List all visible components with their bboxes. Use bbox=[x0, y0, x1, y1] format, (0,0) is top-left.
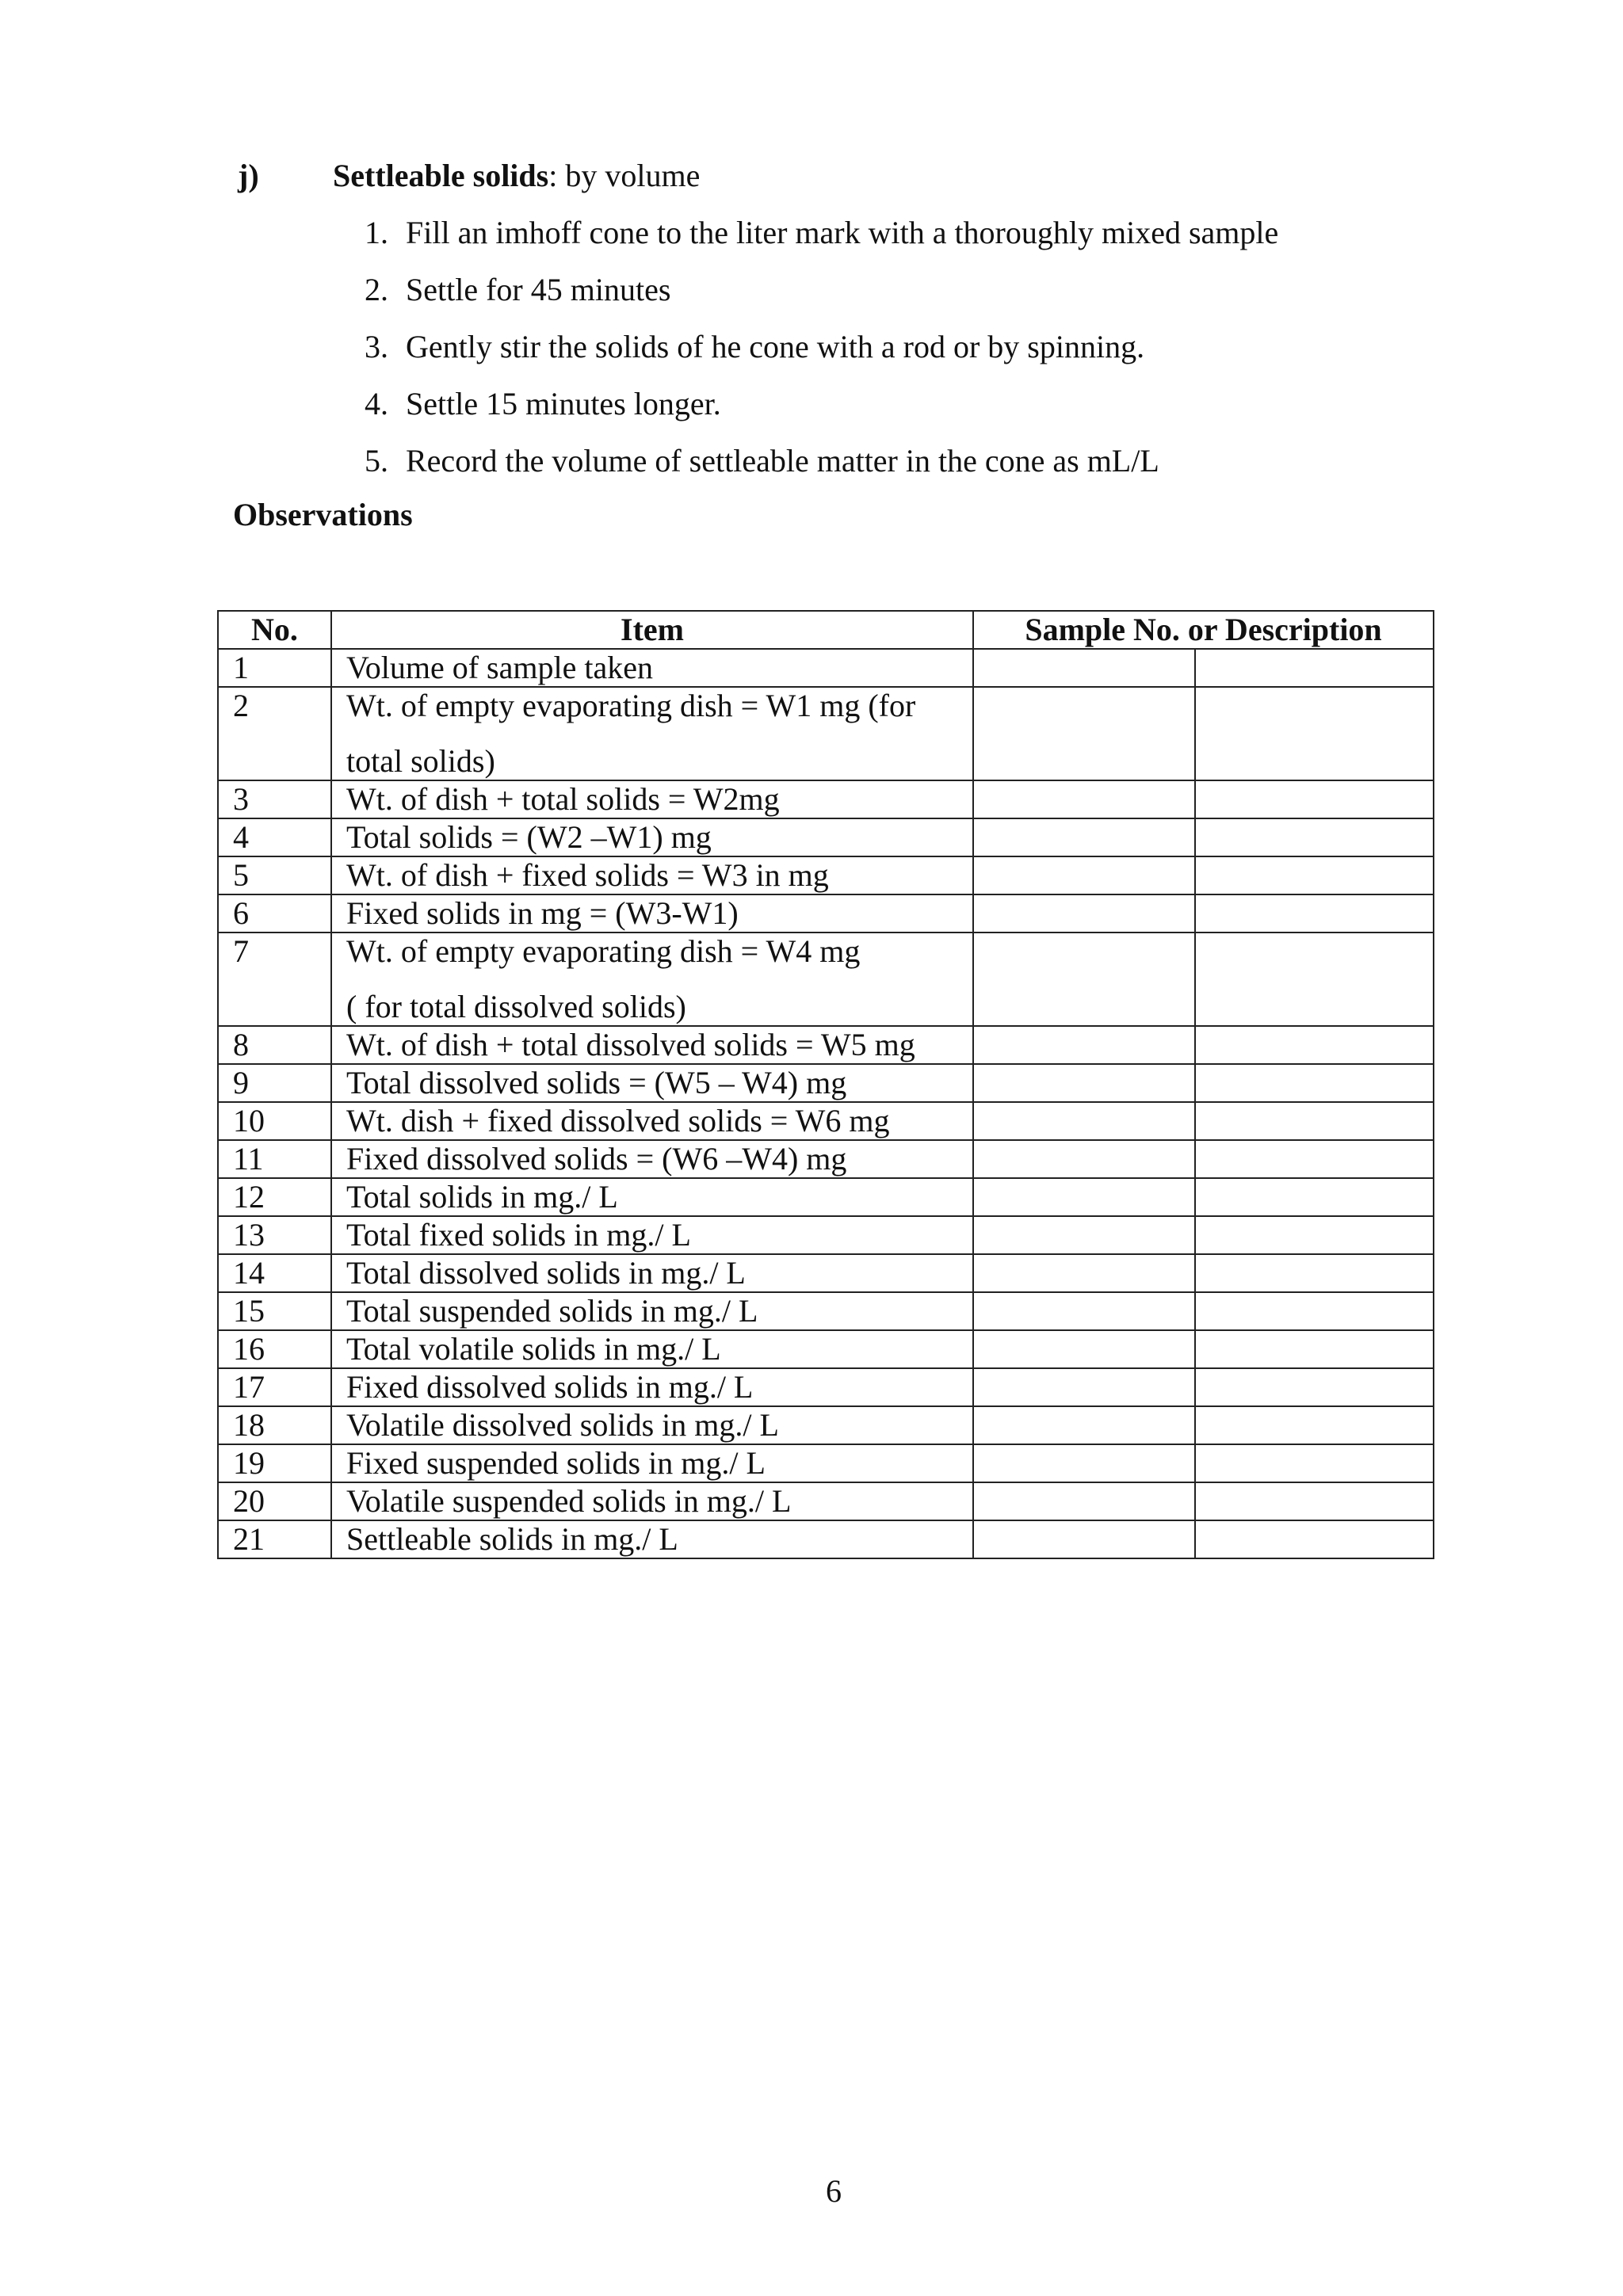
sample-cell[interactable] bbox=[973, 1216, 1195, 1254]
row-item-line: Wt. of dish + fixed solids = W3 in mg bbox=[346, 857, 829, 893]
row-number: 15 bbox=[218, 1292, 331, 1330]
header-no: No. bbox=[218, 611, 331, 649]
table-body bbox=[218, 649, 1434, 1558]
row-item bbox=[331, 1140, 973, 1178]
row-number: 5 bbox=[218, 856, 331, 894]
section-subtitle: : by volume bbox=[548, 158, 701, 193]
row-item-line: ( for total dissolved solids) bbox=[346, 989, 686, 1024]
row-number: 13 bbox=[218, 1216, 331, 1254]
sample-cell[interactable] bbox=[1195, 1254, 1434, 1292]
observations-heading: Observations bbox=[233, 497, 413, 532]
row-number: 21 bbox=[218, 1520, 331, 1558]
table-header-row bbox=[218, 611, 1434, 649]
table-row bbox=[218, 1102, 1434, 1140]
sample-cell[interactable] bbox=[973, 780, 1195, 818]
table-row bbox=[218, 649, 1434, 687]
row-item bbox=[331, 1178, 973, 1216]
sample-cell[interactable] bbox=[973, 856, 1195, 894]
step-number: 2. bbox=[365, 272, 388, 307]
sample-cell[interactable] bbox=[1195, 1330, 1434, 1368]
sample-cell[interactable] bbox=[973, 1292, 1195, 1330]
section-heading bbox=[238, 155, 700, 196]
sample-cell[interactable] bbox=[973, 1368, 1195, 1406]
sample-cell[interactable] bbox=[973, 1140, 1195, 1178]
row-item-line: Total fixed solids in mg./ L bbox=[346, 1217, 691, 1253]
row-item bbox=[331, 856, 973, 894]
section-title: Settleable solids bbox=[333, 158, 549, 193]
sample-cell[interactable] bbox=[973, 649, 1195, 687]
sample-cell[interactable] bbox=[973, 933, 1195, 1026]
sample-cell[interactable] bbox=[973, 1330, 1195, 1368]
row-number: 8 bbox=[218, 1026, 331, 1064]
table-row bbox=[218, 1368, 1434, 1406]
procedure-step bbox=[333, 269, 1278, 326]
table-row bbox=[218, 1444, 1434, 1482]
sample-cell[interactable] bbox=[973, 1254, 1195, 1292]
observations-table bbox=[217, 610, 1434, 1559]
row-number: 3 bbox=[218, 780, 331, 818]
sample-cell[interactable] bbox=[973, 894, 1195, 933]
table-row bbox=[218, 1178, 1434, 1216]
sample-cell[interactable] bbox=[1195, 1216, 1434, 1254]
table-row bbox=[218, 856, 1434, 894]
row-item-line: Settleable solids in mg./ L bbox=[346, 1521, 678, 1557]
sample-cell[interactable] bbox=[973, 818, 1195, 856]
row-item-line: Volatile dissolved solids in mg./ L bbox=[346, 1407, 779, 1443]
row-item-line: Fixed suspended solids in mg./ L bbox=[346, 1445, 766, 1481]
sample-cell[interactable] bbox=[973, 1026, 1195, 1064]
row-item-line: Wt. dish + fixed dissolved solids = W6 mg bbox=[346, 1103, 890, 1138]
row-item-line: Total solids = (W2 –W1) mg bbox=[346, 819, 712, 855]
sample-cell[interactable] bbox=[973, 1444, 1195, 1482]
row-number: 9 bbox=[218, 1064, 331, 1102]
row-number: 17 bbox=[218, 1368, 331, 1406]
row-number: 6 bbox=[218, 894, 331, 933]
step-text: Gently stir the solids of he cone with a rod or by spinning. bbox=[406, 329, 1145, 364]
sample-cell[interactable] bbox=[1195, 818, 1434, 856]
row-item bbox=[331, 780, 973, 818]
step-text: Settle for 45 minutes bbox=[406, 272, 671, 307]
sample-cell[interactable] bbox=[1195, 894, 1434, 933]
table-row bbox=[218, 1140, 1434, 1178]
sample-cell[interactable] bbox=[1195, 1292, 1434, 1330]
sample-cell[interactable] bbox=[973, 687, 1195, 780]
row-item bbox=[331, 687, 973, 780]
procedure-steps bbox=[333, 212, 1278, 498]
table-row bbox=[218, 780, 1434, 818]
row-item-line: Volume of sample taken bbox=[346, 650, 653, 685]
row-number: 2 bbox=[218, 687, 331, 780]
table-row bbox=[218, 1254, 1434, 1292]
table-row bbox=[218, 1406, 1434, 1444]
section-letter: j) bbox=[238, 158, 259, 193]
row-number: 14 bbox=[218, 1254, 331, 1292]
row-item bbox=[331, 1026, 973, 1064]
row-item-line: Wt. of empty evaporating dish = W4 mg bbox=[346, 933, 861, 969]
step-text: Record the volume of settleable matter in the cone as mL/L bbox=[406, 443, 1159, 479]
table-row bbox=[218, 1330, 1434, 1368]
table-row bbox=[218, 1482, 1434, 1520]
step-text: Settle 15 minutes longer. bbox=[406, 386, 721, 421]
row-number: 7 bbox=[218, 933, 331, 1026]
row-number: 20 bbox=[218, 1482, 331, 1520]
row-item bbox=[331, 1406, 973, 1444]
row-item bbox=[331, 1520, 973, 1558]
table-row bbox=[218, 1026, 1434, 1064]
table-row bbox=[218, 1064, 1434, 1102]
row-number: 12 bbox=[218, 1178, 331, 1216]
sample-cell[interactable] bbox=[973, 1102, 1195, 1140]
sample-cell[interactable] bbox=[1195, 649, 1434, 687]
sample-cell[interactable] bbox=[1195, 933, 1434, 1026]
step-number: 3. bbox=[365, 329, 388, 364]
sample-cell[interactable] bbox=[1195, 1178, 1434, 1216]
row-item-line: total solids) bbox=[346, 743, 495, 779]
sample-cell[interactable] bbox=[1195, 1368, 1434, 1406]
sample-cell[interactable] bbox=[1195, 1444, 1434, 1482]
row-item-line: Wt. of empty evaporating dish = W1 mg (for bbox=[346, 688, 916, 723]
row-item-line: Volatile suspended solids in mg./ L bbox=[346, 1483, 792, 1519]
step-text: Fill an imhoff cone to the liter mark with a thoroughly mixed sample bbox=[406, 215, 1279, 250]
sample-cell[interactable] bbox=[1195, 687, 1434, 780]
row-item bbox=[331, 1444, 973, 1482]
step-number: 1. bbox=[365, 215, 388, 250]
table-row bbox=[218, 818, 1434, 856]
sample-cell[interactable] bbox=[973, 1406, 1195, 1444]
row-number: 18 bbox=[218, 1406, 331, 1444]
row-item-line: Fixed dissolved solids in mg./ L bbox=[346, 1369, 754, 1405]
row-item bbox=[331, 894, 973, 933]
row-item bbox=[331, 1368, 973, 1406]
row-number: 10 bbox=[218, 1102, 331, 1140]
row-item bbox=[331, 1254, 973, 1292]
row-item-line: Total dissolved solids in mg./ L bbox=[346, 1255, 746, 1291]
row-item-line: Fixed dissolved solids = (W6 –W4) mg bbox=[346, 1141, 847, 1177]
row-number: 19 bbox=[218, 1444, 331, 1482]
sample-cell[interactable] bbox=[1195, 1026, 1434, 1064]
page-number: 6 bbox=[826, 2173, 842, 2209]
sample-cell[interactable] bbox=[1195, 780, 1434, 818]
row-item-line: Wt. of dish + total solids = W2mg bbox=[346, 781, 780, 817]
row-item-line: Total volatile solids in mg./ L bbox=[346, 1331, 721, 1367]
row-item bbox=[331, 1102, 973, 1140]
row-item bbox=[331, 818, 973, 856]
table-row bbox=[218, 1216, 1434, 1254]
sample-cell[interactable] bbox=[1195, 856, 1434, 894]
sample-cell[interactable] bbox=[1195, 1064, 1434, 1102]
table-row bbox=[218, 933, 1434, 1026]
sample-cell[interactable] bbox=[1195, 1482, 1434, 1520]
table-row bbox=[218, 687, 1434, 780]
row-item bbox=[331, 649, 973, 687]
procedure-step bbox=[333, 212, 1278, 269]
sample-cell[interactable] bbox=[973, 1520, 1195, 1558]
row-item bbox=[331, 933, 973, 1026]
row-number: 1 bbox=[218, 649, 331, 687]
step-number: 4. bbox=[365, 386, 388, 421]
row-number: 11 bbox=[218, 1140, 331, 1178]
sample-cell[interactable] bbox=[973, 1178, 1195, 1216]
row-item bbox=[331, 1292, 973, 1330]
row-item bbox=[331, 1482, 973, 1520]
sample-cell[interactable] bbox=[973, 1482, 1195, 1520]
table-row bbox=[218, 1292, 1434, 1330]
row-item-line: Total suspended solids in mg./ L bbox=[346, 1293, 758, 1329]
sample-cell[interactable] bbox=[1195, 1406, 1434, 1444]
row-item-line: Fixed solids in mg = (W3-W1) bbox=[346, 895, 739, 931]
row-item-line: Total solids in mg./ L bbox=[346, 1179, 618, 1215]
table-row bbox=[218, 894, 1434, 933]
row-item bbox=[331, 1330, 973, 1368]
procedure-step bbox=[333, 441, 1278, 498]
row-item-line: Total dissolved solids = (W5 – W4) mg bbox=[346, 1065, 847, 1100]
procedure-step bbox=[333, 326, 1278, 383]
row-item-line: Wt. of dish + total dissolved solids = W5 mg bbox=[346, 1027, 915, 1062]
sample-cell[interactable] bbox=[973, 1064, 1195, 1102]
step-number: 5. bbox=[365, 443, 388, 479]
sample-cell[interactable] bbox=[1195, 1520, 1434, 1558]
row-number: 16 bbox=[218, 1330, 331, 1368]
sample-cell[interactable] bbox=[1195, 1140, 1434, 1178]
header-sample: Sample No. or Description bbox=[973, 611, 1434, 649]
header-item: Item bbox=[331, 611, 973, 649]
table-row bbox=[218, 1520, 1434, 1558]
procedure-step bbox=[333, 383, 1278, 441]
row-number: 4 bbox=[218, 818, 331, 856]
row-item bbox=[331, 1064, 973, 1102]
sample-cell[interactable] bbox=[1195, 1102, 1434, 1140]
row-item bbox=[331, 1216, 973, 1254]
